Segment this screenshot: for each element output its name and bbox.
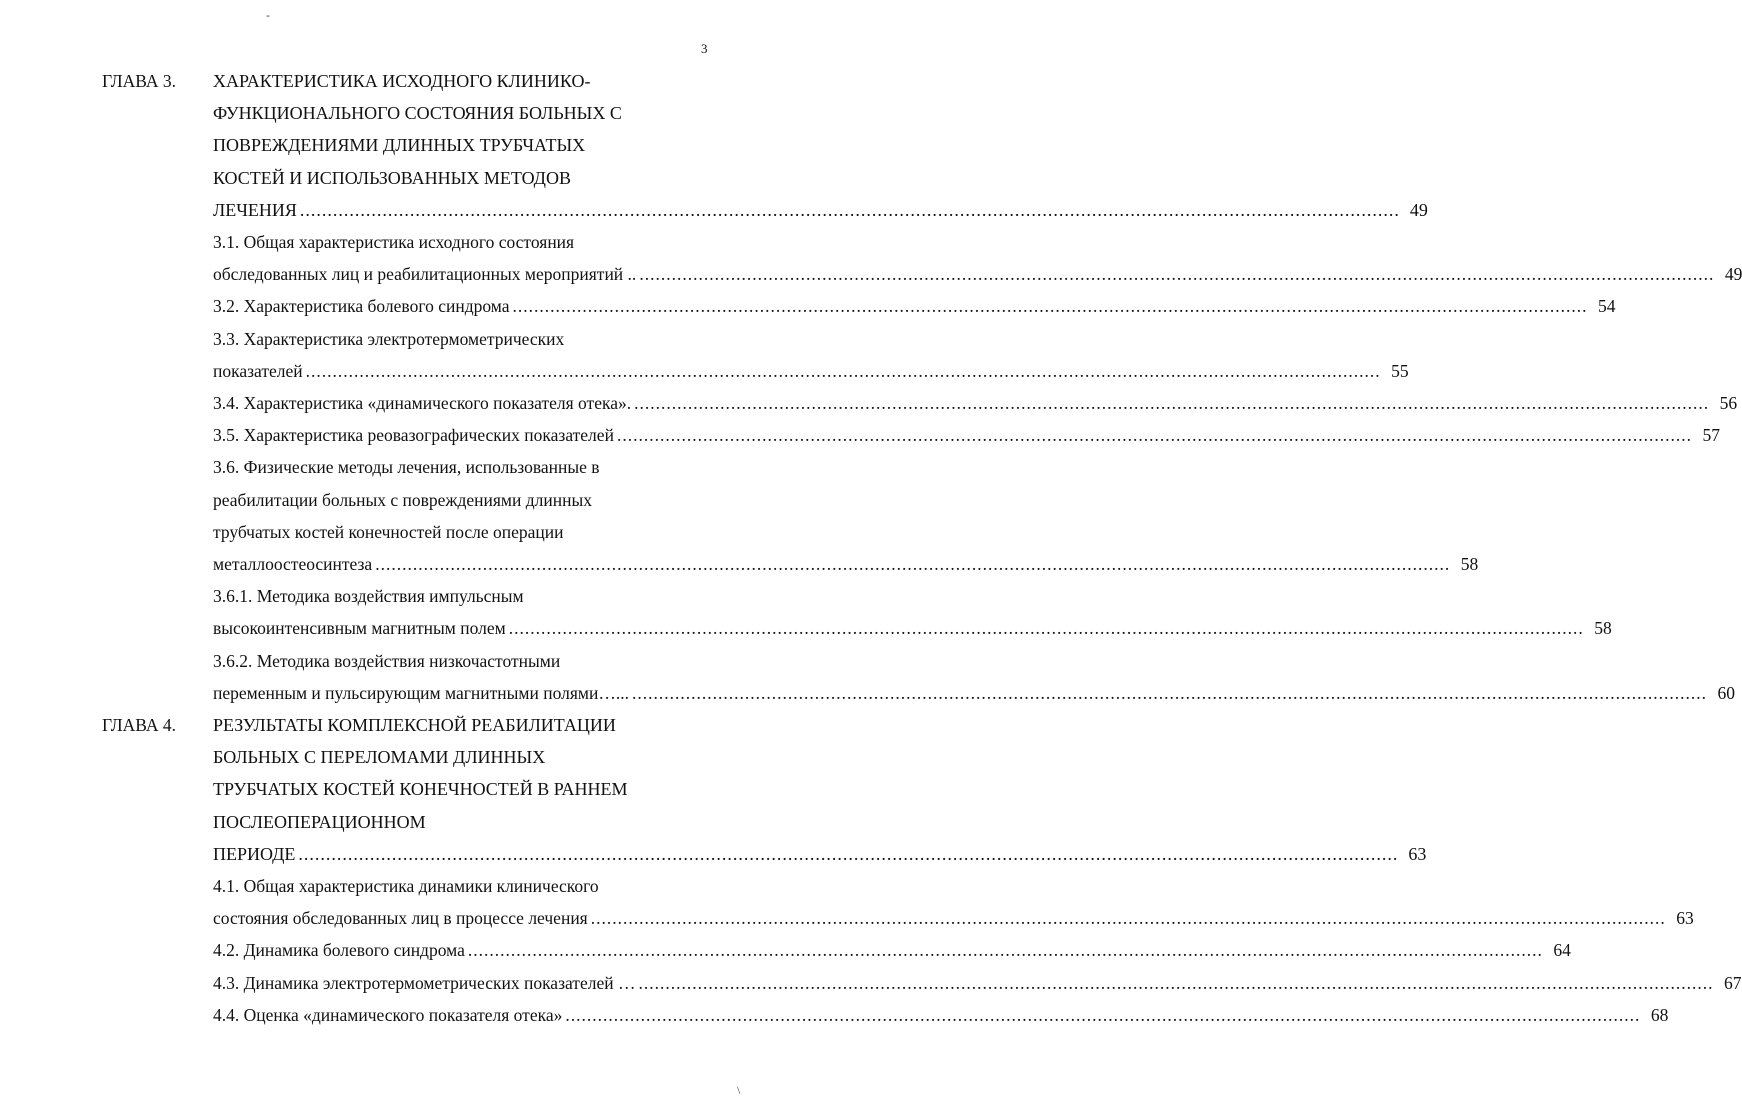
chapter-title-line: ПОСЛЕОПЕРАЦИОННОМ [213,811,426,832]
toc-entry-text: состояния обследованных лиц в процессе лечения [213,908,588,929]
section-title-line: 3.6. Физические методы лечения, использованные в [213,457,600,478]
toc-entry-final-line [213,935,1571,965]
toc-entry-text: 4.2. Динамика болевого синдрома [213,940,465,961]
toc-entry-text: 4.3. Динамика электротермометрических показателей … [213,972,636,993]
toc-entry-text: ЛЕЧЕНИЯ [213,199,297,220]
toc-page-number: 56 [1719,393,1738,413]
section-title-line: трубчатых костей конечностей после операции [213,521,564,542]
toc-entry-text: 3.4. Характеристика «динамического показателя отека». [213,393,632,413]
toc-page-number: 60 [1717,682,1735,703]
toc-page-number: 68 [1650,1004,1669,1025]
toc-entry-text: ПЕРИОДЕ [213,843,296,864]
dot-leader: ........................................................................................................................................................................................................ [631,682,1707,703]
toc-entry-final-line [213,356,1409,386]
chapter-title-line: ПОВРЕЖДЕНИЯМИ ДЛИННЫХ ТРУБЧАТЫХ [213,135,586,156]
toc-page-number: 58 [1594,618,1612,639]
dot-leader: ........................................................................................................................................................................................................ [375,554,1451,574]
chapter-title-line: ХАРАКТЕРИСТИКА ИСХОДНОГО КЛИНИКО- [213,71,591,91]
toc-entry-final-line [213,903,1694,933]
chapter-title-line: ФУНКЦИОНАЛЬНОГО СОСТОЯНИЯ БОЛЬНЫХ С [213,103,622,124]
toc-page-number: 64 [1553,940,1571,961]
dot-leader: ........................................................................................................................................................................................................ [590,908,1666,929]
toc-entry-final-line [213,968,1742,998]
toc-page-number: 54 [1597,296,1616,317]
toc-entry-final-line [213,259,1742,289]
toc-entry-final-line [213,613,1612,643]
toc-page-number: 63 [1676,908,1694,929]
page-number: 3 [701,41,708,56]
section-title-line: 3.6.2. Методика воздействия низкочастотными [213,650,561,671]
toc-page-number: 49 [1409,199,1428,220]
section-title-line: 3.1. Общая характеристика исходного состояния [213,232,575,252]
section-title-line: 3.3. Характеристика электротермометрических [213,328,565,349]
toc-entry-final-line [213,388,1738,418]
section-title-line: реабилитации больных с повреждениями длинных [213,489,592,510]
section-title-line: 4.1. Общая характеристика динамики клинического [213,876,599,896]
chapter-title-line: РЕЗУЛЬТАТЫ КОМПЛЕКСНОЙ РЕАБИЛИТАЦИИ [213,715,616,735]
chapter-title-line: ТРУБЧАТЫХ КОСТЕЙ КОНЕЧНОСТЕЙ В РАННЕМ [213,779,628,800]
chapter-title-line: КОСТЕЙ И ИСПОЛЬЗОВАННЫХ МЕТОДОВ [213,167,571,188]
toc-page-number: 55 [1391,360,1409,381]
toc-page-number: 57 [1702,425,1720,446]
toc-entry-final-line [213,420,1720,450]
toc-page-number: 67 [1723,972,1742,993]
section-title-line: 3.6.1. Методика воздействия импульсным [213,586,524,607]
toc-entry-final-line [213,1000,1669,1030]
dot-leader: ........................................................................................................................................................................................................ [634,393,1710,413]
toc-entry-text: металлоостеосинтеза [213,554,373,574]
dot-leader: ........................................................................................................................................................................................................ [565,1004,1641,1025]
toc-entry-text: 3.2. Характеристика болевого синдрома [213,296,510,317]
scan-speck: \ [737,1083,741,1097]
toc-entry-text: 3.5. Характеристика реовазографических показателей [213,425,614,446]
dot-leader: ........................................................................................................................................................................................................ [616,425,1692,446]
chapter-label: ГЛАВА 3. [102,71,177,91]
toc-entry-final-line [213,291,1616,321]
toc-entry-text: высокоинтенсивным магнитным полем [213,618,506,639]
toc-entry-text: переменным и пульсирующим магнитными полями…... [213,682,629,703]
scan-speck: - [266,8,270,22]
toc-entry-final-line [213,839,1427,869]
dot-leader: ........................................................................................................................................................................................................ [467,940,1543,961]
dot-leader: ........................................................................................................................................................................................................ [512,296,1588,317]
dot-leader: ........................................................................................................................................................................................................ [305,360,1381,381]
chapter-title-line: БОЛЬНЫХ С ПЕРЕЛОМАМИ ДЛИННЫХ [213,747,546,768]
dot-leader: ........................................................................................................................................................................................................ [298,843,1399,864]
chapter-label: ГЛАВА 4. [102,715,177,735]
toc-entry-text: показателей [213,360,303,381]
dot-leader: ........................................................................................................................................................................................................ [639,264,1715,285]
toc-entry-text: 4.4. Оценка «динамического показателя отека» [213,1004,563,1025]
toc-entry-final-line [213,549,1479,579]
toc-entry-text: обследованных лиц и реабилитационных мероприятий .. [213,264,637,285]
toc-entry-final-line [213,678,1735,708]
toc-entry-final-line [213,195,1428,225]
dot-leader: ........................................................................................................................................................................................................ [299,199,1400,220]
dot-leader: ........................................................................................................................................................................................................ [508,618,1584,639]
toc-page-number: 49 [1724,264,1742,285]
dot-leader: ........................................................................................................................................................................................................ [638,972,1714,993]
toc-page-number: 63 [1408,843,1427,864]
toc-page-number: 58 [1460,554,1479,574]
